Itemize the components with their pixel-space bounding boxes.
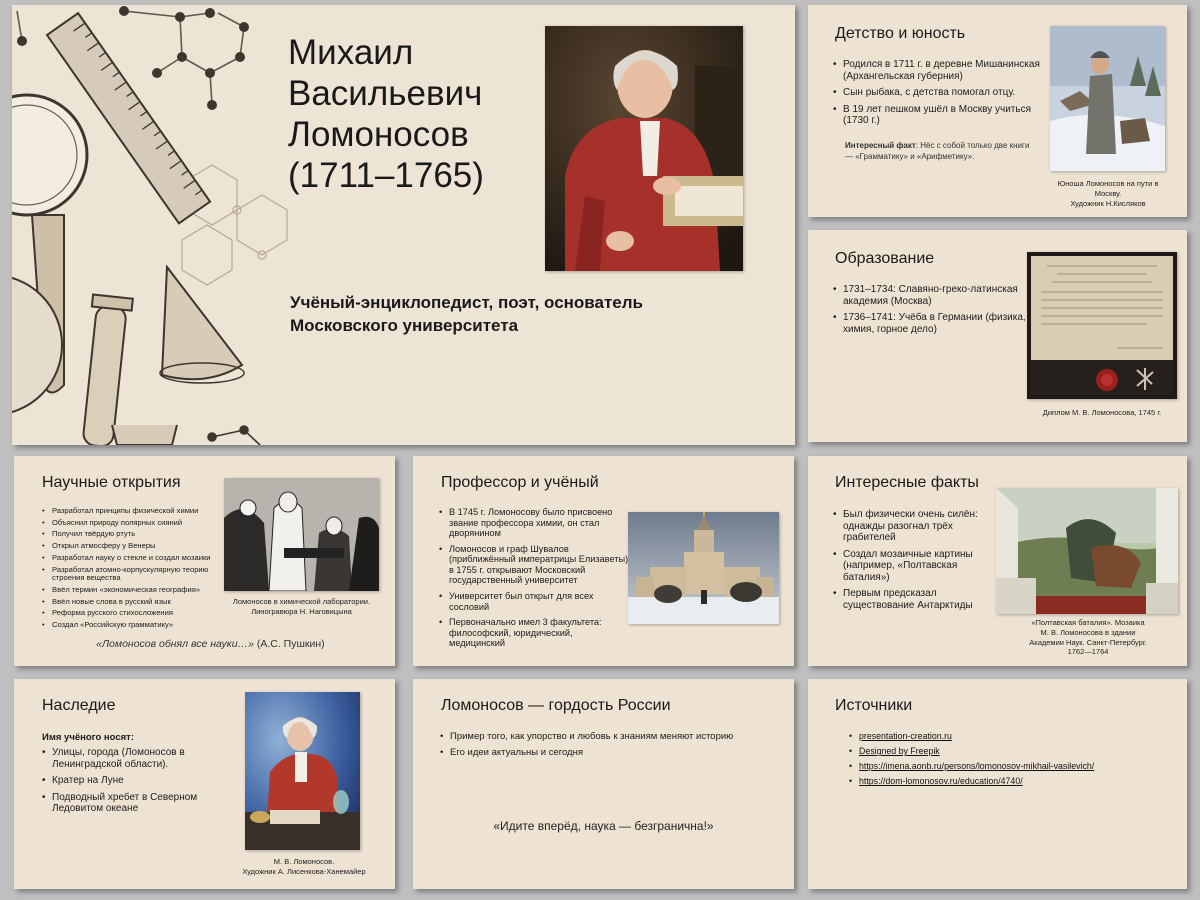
slide-title: Наследие: [42, 697, 116, 714]
list-item: • В 1745 г. Ломоносову было присвоено звание профессора химии, он стал дворянином: [439, 507, 629, 539]
life-years: (1711–1765): [288, 155, 484, 195]
source-link-item: [849, 776, 1179, 786]
portrait-image: [545, 26, 743, 271]
caption-line: Юноша Ломоносов на пути в: [1057, 179, 1159, 188]
caption-line: Художник Н.Кисляков: [1070, 198, 1146, 208]
slide-pride-of-russia[interactable]: [413, 679, 794, 889]
interesting-fact: [845, 141, 1035, 163]
list-item: • Ввёл новые слова в русский язык: [42, 598, 228, 607]
image-caption: [219, 597, 384, 617]
slide-education[interactable]: [808, 230, 1187, 442]
subtitle-line-1: Учёный-энциклопедист, поэт, основатель: [290, 293, 644, 312]
list-item: • Создал мозаичные картины (например, «Полтавская баталия»): [833, 549, 1005, 584]
list-item: • Пример того, как упорство и любовь к знаниям меняют историю: [440, 732, 780, 743]
main-title: [288, 33, 548, 197]
list-item: • Подводный хребет в Северном Ледовитом океане: [42, 792, 212, 815]
laboratory-engraving: [224, 478, 379, 591]
closing-quote: «Идите вперёд, наука — безгранична!»: [493, 819, 714, 833]
slide-sources[interactable]: [808, 679, 1187, 889]
quote-text: «Ломоносов обнял все науки…»: [96, 638, 254, 650]
caption-line: Ломоносов в химической лаборатории.: [232, 597, 371, 606]
patronymic: Васильевич: [288, 73, 483, 113]
surname: Ломоносов: [288, 114, 469, 154]
image-caption: Диплом М. В. Ломоносова, 1745 г.: [1042, 408, 1162, 417]
list-item: • Первым предсказал существование Антарктиды: [833, 588, 1005, 611]
list-item: • Разработал атомно-корпускулярную теорию строения вещества: [42, 566, 228, 583]
list-item: • Получил твёрдую ртуть: [42, 530, 228, 539]
list-item: • 1736–1741: Учёба в Германии (физика, химия, горное дело): [833, 312, 1028, 335]
source-link[interactable]: https://dom-lomonosov.ru/education/4740/: [859, 776, 1023, 787]
list-item: • Объяснил природу полярных сияний: [42, 519, 228, 528]
main-subtitle: [290, 292, 730, 338]
lomonosov-painting: [245, 692, 360, 850]
list-item: • Разработал принципы физической химии: [42, 507, 228, 516]
slide-discoveries[interactable]: [14, 456, 395, 666]
slide-title: Образование: [835, 250, 935, 267]
caption-line: Линогравюра Н. Наговицына: [251, 606, 352, 616]
bullet-list: [42, 507, 228, 633]
slide-interesting-facts[interactable]: [808, 456, 1187, 666]
caption-line: М. В. Ломоносов.: [273, 857, 335, 866]
bullet-list: [439, 507, 629, 654]
source-link[interactable]: presentation-creation.ru: [859, 731, 952, 741]
caption-line: «Полтавская баталия». Мозаика: [1031, 618, 1145, 627]
source-link-item: [849, 731, 1179, 741]
caption-line: 1762—1764: [1067, 647, 1109, 657]
list-item: • Создал «Российскую грамматику»: [42, 621, 228, 630]
source-link[interactable]: https://imena.aonb.ru/persons/lomonosov-mikhail-vasilevich/: [859, 761, 1095, 772]
image-caption: [234, 857, 374, 877]
quote-author: (А.С. Пушкин): [253, 638, 325, 650]
list-item: • Ломоносов и граф Шувалов (приближённый императрицы Елизаветы) в 1755 г. открывают Московский государственный университет: [439, 544, 629, 586]
list-item: • Улицы, города (Ломоносов в Ленинградской области).: [42, 747, 212, 770]
title-slide[interactable]: [12, 5, 795, 445]
slide-professor[interactable]: [413, 456, 794, 666]
slide-title: Источники: [835, 697, 913, 714]
slide-childhood[interactable]: [808, 5, 1187, 217]
bullet-list: [42, 747, 212, 820]
pushkin-quote: [96, 638, 325, 650]
list-item: • Сын рыбака, с детства помогал отцу.: [833, 87, 1048, 99]
source-link-item: [849, 761, 1179, 771]
source-link[interactable]: Designed by Freepik: [859, 746, 940, 757]
slide-title: Детство и юность: [835, 25, 966, 42]
slide-title: Профессор и учёный: [441, 474, 599, 491]
list-item: • Университет был открыт для всех сословий: [439, 591, 629, 612]
bullet-list: [833, 509, 1005, 616]
list-item: • 1731–1734: Славяно-греко-латинская академия (Москва): [833, 284, 1028, 307]
young-lomonosov-painting: [1050, 26, 1165, 171]
slide-title: Интересные факты: [835, 474, 979, 491]
list-item: • Открыл атмосферу у Венеры: [42, 542, 228, 551]
list-item: • Реформа русского стихосложения: [42, 609, 228, 618]
poltava-mosaic-image: [996, 488, 1178, 614]
source-link-item: [849, 746, 1179, 756]
caption-line: Художник А. Лисенкова-Ханемайер: [242, 866, 366, 876]
sources-list: [849, 731, 1179, 791]
caption-line: М. В. Ломоносова в здании: [1040, 627, 1136, 637]
slide-title: Научные открытия: [42, 474, 181, 491]
list-item: • Его идеи актуальны и сегодня: [440, 748, 780, 759]
caption-line: Академии Наук. Санкт-Петербург.: [1029, 637, 1147, 647]
fact-text: : Нёс с собой только две книги — «Грамматику» и «Арифметику».: [845, 141, 1030, 161]
list-item: • Родился в 1711 г. в деревне Мишанинская (Архангельская губерния): [833, 59, 1048, 82]
diploma-image: [1027, 252, 1177, 399]
list-item: • Был физически очень силён: однажды разогнал трёх грабителей: [833, 509, 1005, 544]
image-caption: [1004, 618, 1172, 657]
bullet-list: [833, 59, 1048, 132]
slide-legacy[interactable]: [14, 679, 395, 889]
moscow-university-photo: [628, 512, 779, 624]
list-item: • Ввёл термин «экономическая география»: [42, 586, 228, 595]
fact-label: Интересный факт: [845, 141, 916, 150]
first-name: Михаил: [288, 33, 414, 72]
bullet-list: [833, 284, 1028, 340]
slide-title: Ломоносов — гордость России: [441, 697, 671, 714]
legacy-subheading: Имя учёного носят:: [42, 732, 134, 743]
bullet-list: [440, 732, 780, 764]
caption-line: Москву.: [1094, 188, 1122, 198]
subtitle-line-2: Московского университета: [290, 315, 519, 335]
list-item: • В 19 лет пешком ушёл в Москву учиться (1730 г.): [833, 104, 1048, 127]
image-caption: [1048, 179, 1168, 208]
list-item: • Первоначально имел 3 факультета: философский, юридический, медицинский: [439, 617, 629, 649]
list-item: • Кратер на Луне: [42, 775, 212, 787]
list-item: • Разработал науку о стекле и создал мозаики: [42, 554, 228, 563]
